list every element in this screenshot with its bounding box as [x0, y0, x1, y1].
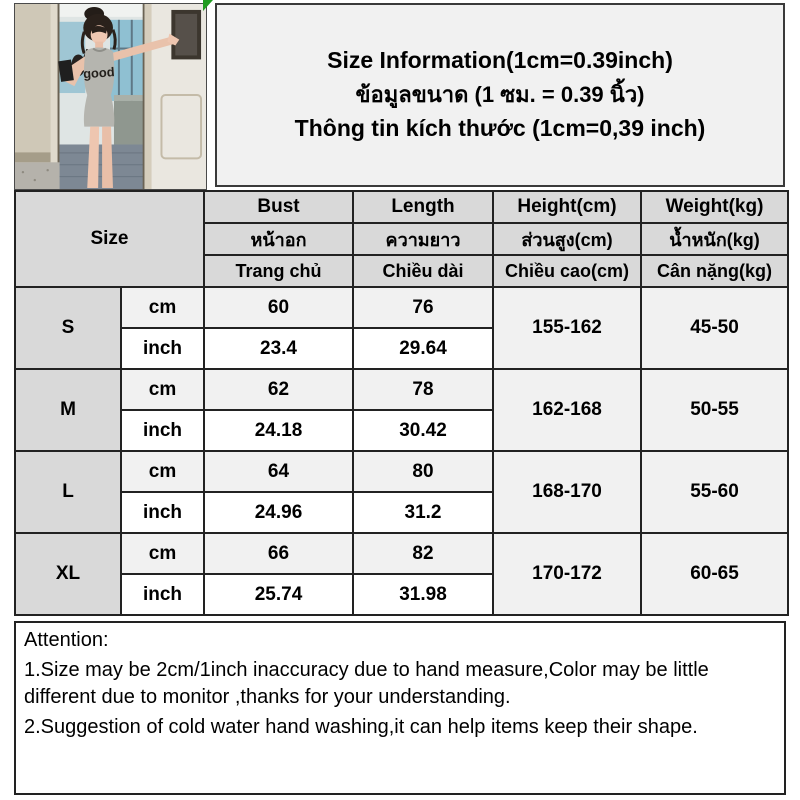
length-inch-value: 29.64: [353, 328, 493, 369]
bust-inch-value: 23.4: [204, 328, 353, 369]
height-value: 162-168: [493, 369, 641, 451]
bust-cm-value: 62: [204, 369, 353, 410]
col-header-weight-th: น้ำหนัก(kg): [641, 223, 788, 255]
title-english: Size Information(1cm=0.39inch): [327, 47, 673, 74]
length-cm-value: 80: [353, 451, 493, 492]
bust-inch-value: 24.18: [204, 410, 353, 451]
size-label: S: [15, 287, 121, 369]
green-corner-marker: [203, 0, 213, 11]
size-header-cell: Size: [15, 191, 204, 287]
unit-label-cm: cm: [121, 451, 204, 492]
size-label: M: [15, 369, 121, 451]
col-header-bust-vi: Trang chủ: [204, 255, 353, 287]
col-header-length-en: Length: [353, 191, 493, 223]
weight-value: 60-65: [641, 533, 788, 615]
col-header-weight-en: Weight(kg): [641, 191, 788, 223]
col-header-length-vi: Chiều dài: [353, 255, 493, 287]
height-value: 170-172: [493, 533, 641, 615]
weight-value: 45-50: [641, 287, 788, 369]
unit-label-inch: inch: [121, 492, 204, 533]
length-inch-value: 31.2: [353, 492, 493, 533]
length-inch-value: 31.98: [353, 574, 493, 615]
weight-value: 50-55: [641, 369, 788, 451]
bust-inch-value: 25.74: [204, 574, 353, 615]
weight-value: 55-60: [641, 451, 788, 533]
product-photo: [14, 3, 207, 190]
unit-label-cm: cm: [121, 533, 204, 574]
unit-label-inch: inch: [121, 410, 204, 451]
size-table: [14, 190, 789, 616]
bust-cm-value: 64: [204, 451, 353, 492]
bust-inch-value: 24.96: [204, 492, 353, 533]
size-label: L: [15, 451, 121, 533]
title-thai: ข้อมูลขนาด (1 ซม. = 0.39 นิ้ว): [355, 81, 645, 107]
length-inch-value: 30.42: [353, 410, 493, 451]
col-header-height-vi: Chiều cao(cm): [493, 255, 641, 287]
bust-cm-value: 66: [204, 533, 353, 574]
col-header-bust-th: หน้าอก: [204, 223, 353, 255]
col-header-height-en: Height(cm): [493, 191, 641, 223]
title-box: [215, 3, 785, 187]
attention-box: [14, 621, 786, 795]
col-header-bust-en: Bust: [204, 191, 353, 223]
title-vietnamese: Thông tin kích thước (1cm=0,39 inch): [294, 115, 706, 142]
length-cm-value: 82: [353, 533, 493, 574]
col-header-height-th: ส่วนสูง(cm): [493, 223, 641, 255]
unit-label-inch: inch: [121, 328, 204, 369]
model-photo-illustration: [15, 4, 206, 189]
height-value: 168-170: [493, 451, 641, 533]
attention-heading: Attention:: [24, 629, 109, 651]
length-cm-value: 76: [353, 287, 493, 328]
col-header-length-th: ความยาว: [353, 223, 493, 255]
length-cm-value: 78: [353, 369, 493, 410]
dress-print-text: good: [82, 64, 116, 82]
height-value: 155-162: [493, 287, 641, 369]
unit-label-cm: cm: [121, 287, 204, 328]
size-label: XL: [15, 533, 121, 615]
bust-cm-value: 60: [204, 287, 353, 328]
unit-label-cm: cm: [121, 369, 204, 410]
attention-note-2: 2.Suggestion of cold water hand washing,it can help items keep their shape.: [24, 715, 698, 738]
unit-label-inch: inch: [121, 574, 204, 615]
attention-note-1: 1.Size may be 2cm/1inch inaccuracy due to hand measure,Color may be little different due to monitor ,thanks for your understanding.: [24, 658, 709, 709]
col-header-weight-vi: Cân nặng(kg): [641, 255, 788, 287]
